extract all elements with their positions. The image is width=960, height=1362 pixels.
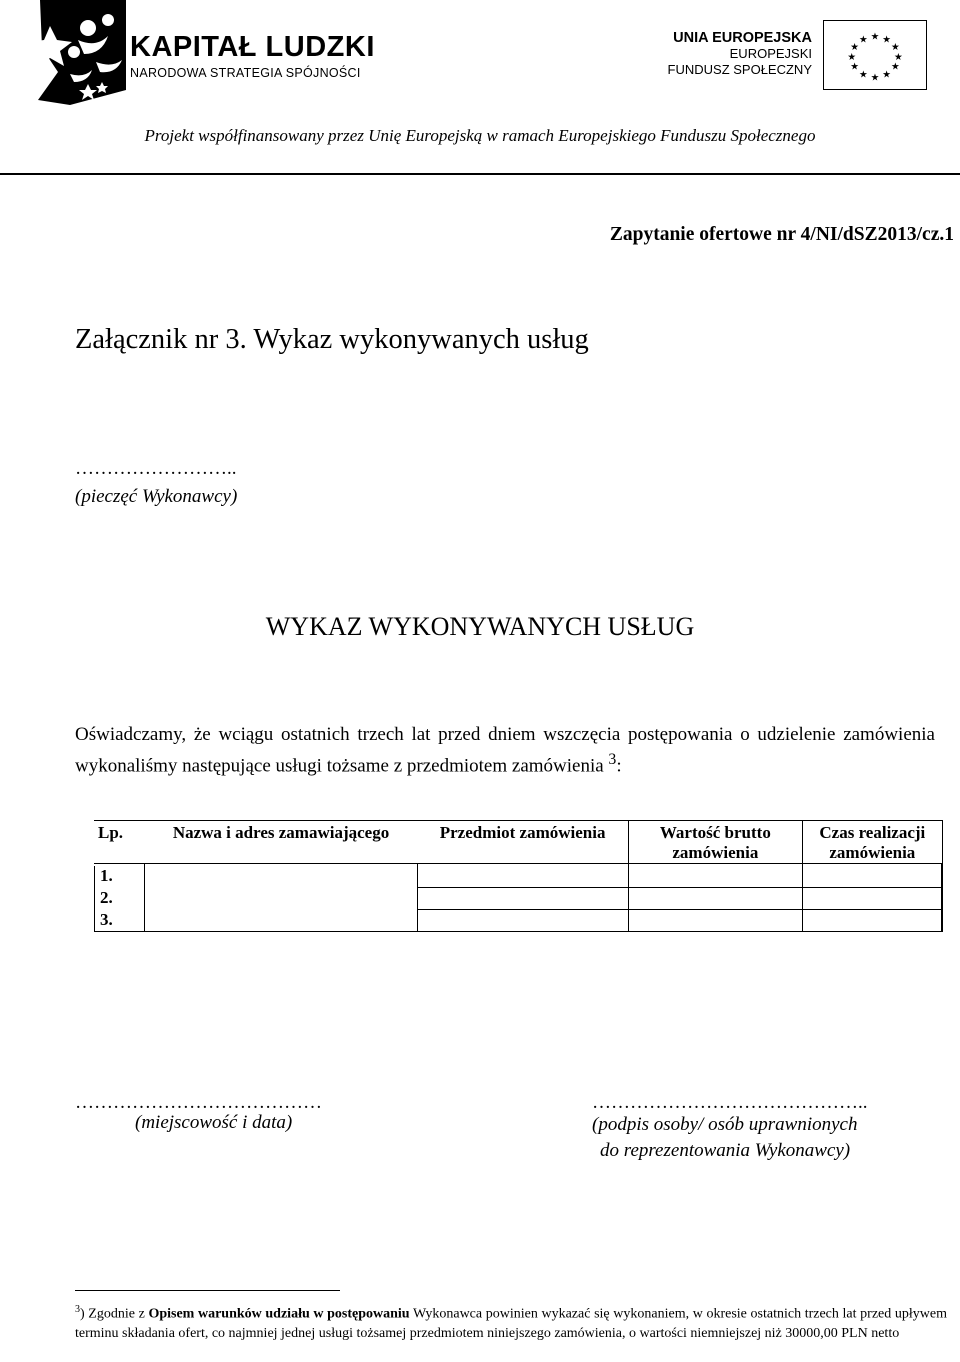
svg-text:★: ★	[870, 31, 880, 43]
document-main-title: WYKAZ WYKONYWANYCH USŁUG	[265, 612, 695, 641]
row-order-subject-cell[interactable]	[418, 888, 628, 910]
svg-text:★: ★	[847, 51, 857, 63]
seal-label: (pieczęć Wykonawcy)	[75, 486, 238, 507]
header-completion-time-l2: zamówienia	[829, 843, 916, 862]
signature-label-line1: (podpis osoby/ osób uprawnionych	[592, 1114, 858, 1135]
inquiry-reference: Zapytanie ofertowe nr 4/NI/dSZ2013/cz.1	[609, 224, 954, 245]
row-client-name-cell[interactable]	[144, 864, 417, 888]
footnote-bold: Opisem warunków udziału w postępowaniu	[148, 1306, 410, 1322]
row-client-name-cell[interactable]	[144, 910, 417, 932]
table-right-border	[942, 820, 943, 932]
row-completion-time-cell[interactable]	[803, 888, 942, 910]
header-gross-value-l1: Wartość brutto	[659, 823, 771, 842]
seal-dotted-line: ……………………..	[75, 458, 237, 479]
footnote-reference: 3	[608, 751, 617, 768]
header-lp: Lp.	[98, 823, 124, 842]
signature-label	[592, 1112, 857, 1164]
header-client-name: Nazwa i adres zamawiającego	[172, 823, 390, 842]
row-client-name-cell[interactable]	[144, 888, 417, 910]
row-gross-value-cell[interactable]	[628, 864, 803, 888]
svg-text:★: ★	[858, 69, 868, 81]
kapital-ludzki-logo-icon	[30, 0, 130, 110]
eu-flag-icon	[823, 20, 927, 90]
declaration-suffix: :	[616, 755, 622, 777]
svg-text:★: ★	[850, 61, 859, 73]
eu-logo-line1: UNIA EUROPEJSKA	[673, 30, 812, 46]
row-completion-time-cell[interactable]	[803, 910, 942, 932]
row-lp: 2.	[100, 887, 113, 907]
table-row	[94, 888, 942, 910]
table-row	[94, 910, 942, 932]
svg-text:★: ★	[891, 42, 900, 54]
row-lp: 3.	[94, 910, 144, 932]
place-date-label: (miejscowość i data)	[135, 1112, 293, 1133]
kapital-ludzki-logo-title: KAPITAŁ LUDZKI	[130, 31, 375, 63]
footnote	[75, 1300, 947, 1343]
row-order-subject-cell[interactable]	[418, 910, 628, 932]
footnote-divider	[75, 1290, 340, 1291]
row-gross-value-cell[interactable]	[628, 888, 803, 910]
svg-text:★: ★	[850, 42, 859, 54]
row-order-subject-cell[interactable]	[418, 864, 628, 888]
header-completion-time-l1: Czas realizacji	[819, 823, 926, 842]
row-completion-time-cell[interactable]	[803, 864, 942, 888]
svg-text:★: ★	[893, 51, 903, 63]
svg-text:★: ★	[891, 61, 900, 73]
header-gross-value-l2: zamówienia	[672, 843, 759, 862]
footnote-marker: 3	[75, 1304, 80, 1315]
svg-text:★: ★	[882, 34, 892, 46]
svg-text:★: ★	[870, 72, 880, 84]
project-cofinancing-line: Projekt współfinansowany przez Unię Europejską w ramach Europejskiego Funduszu Społecznego	[144, 126, 816, 145]
attachment-title: Załącznik nr 3. Wykaz wykonywanych usług	[75, 324, 589, 355]
row-lp: 1.	[94, 864, 144, 888]
header-divider	[0, 173, 960, 175]
svg-text:★: ★	[882, 69, 892, 81]
table-top-border	[94, 820, 942, 821]
place-date-dotted-line: …………………………………	[75, 1092, 322, 1113]
declaration-paragraph	[75, 722, 935, 778]
footnote-part1: ) Zgodnie z	[80, 1306, 149, 1322]
signature-label-line2: do reprezentowania Wykonawcy)	[600, 1140, 851, 1161]
footnote-part2: Wykonawca powinien wykazać się wykonaniem, w okresie ostatnich trzech lat przed upływem terminu składania ofert, co najmniej jednej usługi tożsamej przedmiotem niniejszego zamówienia, o wartości niemniejszej niż 30000,00 PLN netto	[75, 1306, 947, 1341]
svg-text:★: ★	[858, 34, 868, 46]
eu-logo-line2: EUROPEJSKI	[729, 46, 812, 61]
signature-dotted-line: ……………………………………..	[592, 1092, 868, 1113]
kapital-ludzki-logo-subtitle: NARODOWA STRATEGIA SPÓJNOŚCI	[130, 66, 361, 80]
header-gross-value	[628, 820, 803, 864]
eu-logo-line3: FUNDUSZ SPOŁECZNY	[667, 62, 812, 77]
table-left-border	[94, 866, 95, 932]
header-completion-time	[803, 820, 942, 864]
services-table	[94, 820, 942, 932]
header-order-subject: Przedmiot zamówienia	[439, 823, 606, 842]
table-row	[94, 864, 942, 888]
table-header-row	[94, 820, 942, 864]
eu-logo-text	[668, 30, 812, 78]
declaration-text: Oświadczamy, że wciągu ostatnich trzech lat przed dniem wszczęcia postępowania o udzielenie zamówienia wykonaliśmy następujące usługi tożsame z przedmiotem zamówienia	[75, 724, 935, 777]
row-gross-value-cell[interactable]	[628, 910, 803, 932]
